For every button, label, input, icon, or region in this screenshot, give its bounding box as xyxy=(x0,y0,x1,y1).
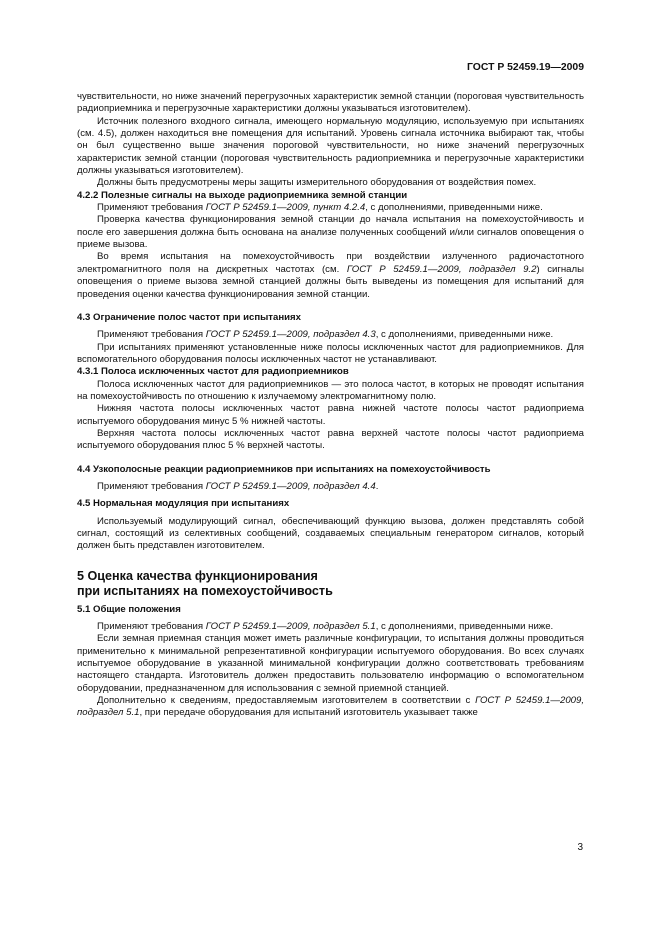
paragraph xyxy=(77,379,584,404)
paragraph xyxy=(77,91,584,116)
paragraph-text: ) сигналы оповещения о приеме вызова земной станцией должны быть выведены из помещения для испытаний для проведения оценки качества функционирования земной станции. xyxy=(77,263,584,300)
paragraph xyxy=(77,116,584,178)
paragraph xyxy=(77,621,584,633)
subsection-heading xyxy=(77,190,584,202)
paragraph xyxy=(77,177,584,189)
standard-reference: ГОСТ Р 52459.1—2009, подраздел 5.1 xyxy=(205,621,376,633)
paragraph-text: Нижняя частота полосы исключенных частот равна нижней частоте полосы частот радиоприема испытуемого оборудования минус 5 % нижней частоты. xyxy=(77,403,584,427)
paragraph-text: Во время испытания на помехоустойчивость при воздействии излученного радиочастотного электромагнитного поля на дискретных частотах (см. xyxy=(77,251,584,275)
spacer xyxy=(77,553,584,569)
subsection-heading xyxy=(77,312,584,324)
standard-reference: ГОСТ Р 52459.1—2009, подраздел 9.2 xyxy=(346,263,537,275)
paragraph-text: Дополнительно к сведениям, предоставляемым изготовителем в соответствии с xyxy=(97,695,476,707)
paragraph xyxy=(77,403,584,428)
subsection-heading xyxy=(77,604,584,616)
paragraph-text: Проверка качества функционирования земной станции до начала испытания на помехоустойчивость и после его завершения должна быть основана на анализе полученных сообщений и/или сигналов оповещения о приеме вызова. xyxy=(77,214,584,251)
subsection-heading xyxy=(77,498,584,510)
standard-reference: ГОСТ Р 52459.1—2009, подраздел 4.4 xyxy=(205,480,376,492)
paragraph-text: 4.3.1 Полоса исключенных частот для радиоприемников xyxy=(77,366,349,378)
paragraph-text: Если земная приемная станция может иметь различные конфигурации, то испытания должны проводиться применительно к минимальной репрезентативной конфигурации испытуемого оборудования. Во всех случаях испытуемое оборудование в указанной минимальной конфигурации должно соответствовать требованиям настоящего стандарта. Изготовитель должен предоставить пользователю информацию о вспомогательном оборудовании, предназначенном для использования с земной приемной станцией. xyxy=(77,633,584,694)
paragraph xyxy=(77,695,584,720)
paragraph-text: Верхняя частота полосы исключенных частот равна верхней частоте полосы частот радиоприема испытуемого оборудования плюс 5 % верхней частоты. xyxy=(77,427,584,452)
page-number: 3 xyxy=(577,842,583,853)
paragraph-text: чувствительности, но ниже значений перегрузочных характеристик земной станции (пороговая чувствительность радиоприемника и перегрузочные характеристики должны указываться изготовителем). xyxy=(77,91,584,115)
paragraph xyxy=(77,202,584,214)
paragraph xyxy=(77,481,584,493)
document-header-id: ГОСТ Р 52459.19—2009 xyxy=(467,62,584,73)
paragraph-text: , с дополнениями, приведенными ниже. xyxy=(365,202,543,214)
section-heading xyxy=(77,569,584,584)
paragraph xyxy=(77,251,584,300)
paragraph-text: 4.4 Узкополосные реакции радиоприемников при испытаниях на помехоустойчивость xyxy=(77,463,491,475)
subsection-heading xyxy=(77,366,584,378)
paragraph-text: Применяют требования xyxy=(97,329,206,341)
paragraph-text: При испытаниях применяют установленные ниже полосы исключенных частот для радиоприемников. Для вспомогательного оборудования полосы исключенных частот не устанавливают. xyxy=(77,341,584,365)
spacer xyxy=(77,453,584,464)
paragraph xyxy=(77,428,584,453)
paragraph-text: 4.5 Нормальная модуляция при испытаниях xyxy=(77,498,290,510)
paragraph-text: . xyxy=(375,480,379,492)
standard-reference: ГОСТ Р 52459.1—2009, подраздел 5.1 xyxy=(77,695,585,719)
paragraph-text: 4.3 Ограничение полос частот при испытаниях xyxy=(77,311,301,323)
paragraph-text: Должны быть предусмотрены меры защиты измерительного оборудования от воздействия помех. xyxy=(97,177,537,189)
paragraph-text: при испытаниях на помехоустойчивость xyxy=(77,583,333,598)
paragraph xyxy=(77,633,584,695)
subsection-heading xyxy=(77,464,584,476)
paragraph-text: 5 Оценка качества функционирования xyxy=(77,568,318,583)
spacer xyxy=(77,301,584,312)
paragraph-text: 5.1 Общие положения xyxy=(77,603,181,615)
standard-reference: ГОСТ Р 52459.1—2009, подраздел 4.3 xyxy=(205,329,376,341)
paragraph-text: , с дополнениями, приведенными ниже. xyxy=(375,621,554,633)
paragraph xyxy=(77,329,584,341)
standard-reference: ГОСТ Р 52459.1—2009, пункт 4.2.4 xyxy=(205,202,366,214)
section-heading xyxy=(77,584,584,599)
paragraph xyxy=(77,342,584,367)
paragraph-text: Источник полезного входного сигнала, имеющего нормальную модуляцию, используемую при испытаниях (см. 4.5), должен находиться вне помещения для испытаний. Уровень сигнала источника выбирают так, чтобы он был существенно выше значения пороговой чувствительности, но ниже значений перегрузочных характеристик земной станции (пороговая чувствительность радиоприемника и перегрузочные характеристики должны указываться изготовителем). xyxy=(77,115,584,177)
document-body xyxy=(77,91,584,720)
paragraph-text: Полоса исключенных частот для радиоприемников — это полоса частот, в которых не проводят испытания на помехоустойчивость по отношению к излучаемому электромагнитному полю. xyxy=(77,378,584,402)
paragraph xyxy=(77,516,584,553)
paragraph-text: , при передаче оборудования для испытаний изготовитель указывает также xyxy=(139,707,478,719)
paragraph-text: Применяют требования xyxy=(97,621,206,633)
paragraph-text: Применяют требования xyxy=(97,202,206,214)
paragraph-text: 4.2.2 Полезные сигналы на выходе радиоприемника земной станции xyxy=(77,189,408,201)
paragraph xyxy=(77,214,584,251)
paragraph-text: , с дополнениями, приведенными ниже. xyxy=(375,329,554,341)
paragraph-text: Используемый модулирующий сигнал, обеспечивающий функцию вызова, должен представлять собой сигнал, состоящий из селективных сообщений, создаваемых специальным генератором сигналов, который должен быть представлен изготовителем. xyxy=(77,515,584,552)
paragraph-text: Применяют требования xyxy=(97,480,206,492)
